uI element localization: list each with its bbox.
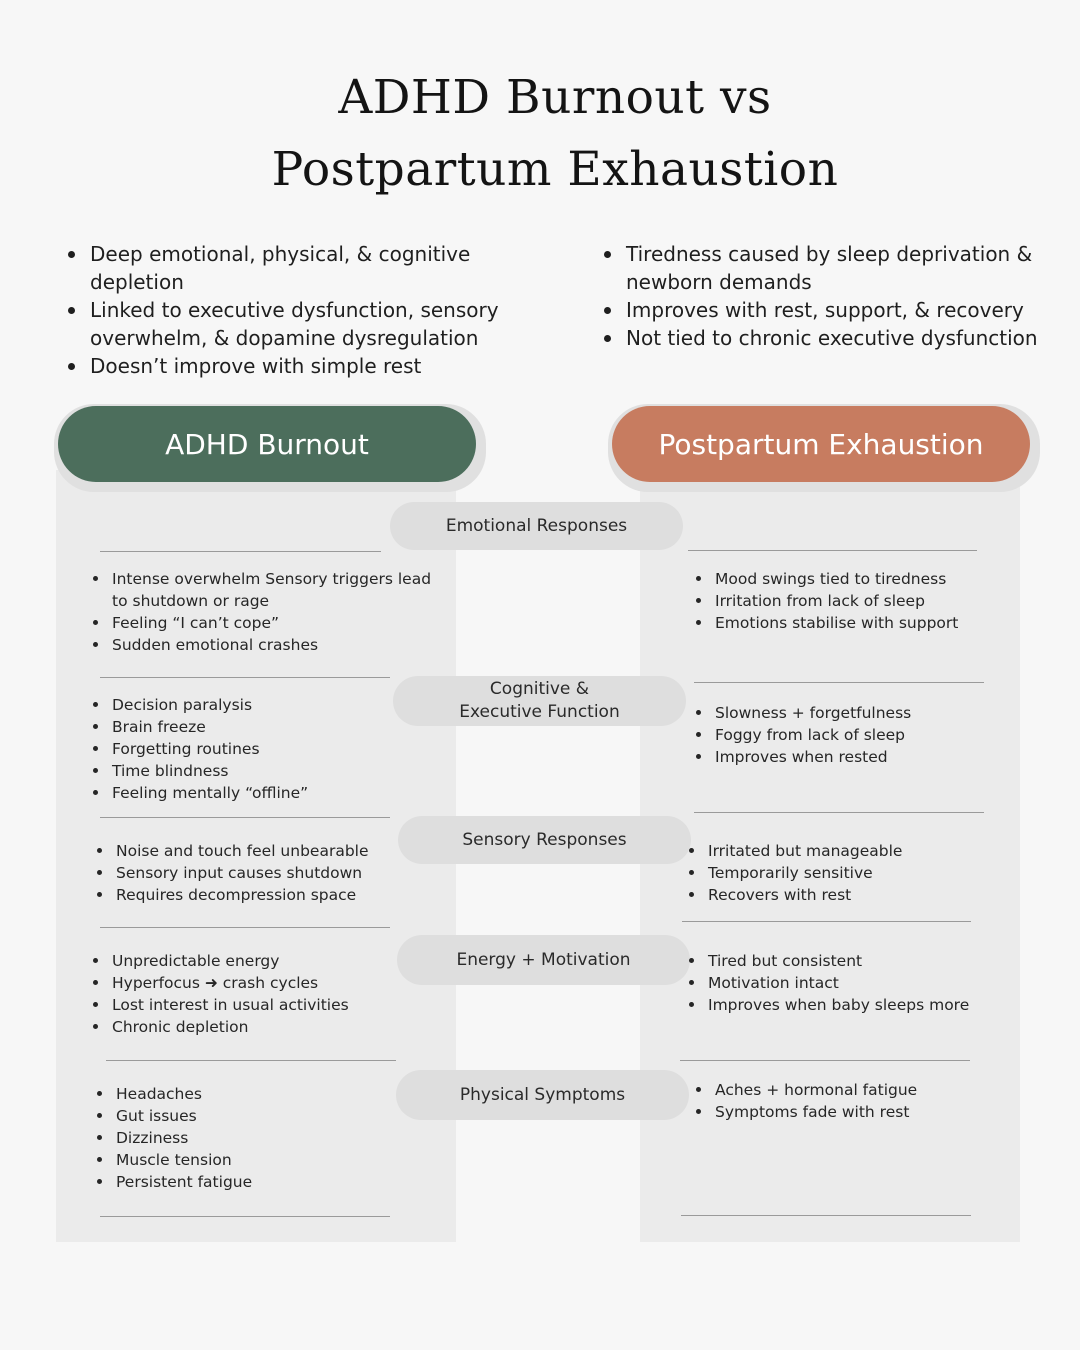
page-title-line-2: Postpartum Exhaustion bbox=[271, 142, 839, 197]
list-item: Headaches bbox=[97, 1083, 252, 1105]
list-item: Gut issues bbox=[97, 1105, 252, 1127]
list-item: Feeling mentally “offline” bbox=[93, 782, 308, 804]
list-item: Decision paralysis bbox=[93, 694, 308, 716]
list-item: Doesn’t improve with simple rest bbox=[68, 352, 528, 380]
list-item: Improves with rest, support, & recovery bbox=[604, 296, 1044, 324]
list-item: Hyperfocus ➜ crash cycles bbox=[93, 972, 349, 994]
list-item: Unpredictable energy bbox=[93, 950, 349, 972]
adhd-emotional-list bbox=[93, 568, 433, 656]
list-item: Sensory input causes shutdown bbox=[97, 862, 369, 884]
divider bbox=[694, 682, 984, 683]
list-item: Dizziness bbox=[97, 1127, 252, 1149]
divider bbox=[681, 1215, 971, 1216]
list-item: Lost interest in usual activities bbox=[93, 994, 349, 1016]
list-item: Deep emotional, physical, & cognitive depletion bbox=[68, 240, 528, 296]
list-item: Improves when baby sleeps more bbox=[689, 994, 969, 1016]
list-item: Slowness + forgetfulness bbox=[696, 702, 911, 724]
category-cognitive bbox=[393, 676, 686, 726]
list-item: Tired but consistent bbox=[689, 950, 969, 972]
category-energy bbox=[397, 935, 690, 985]
list-item: Linked to executive dysfunction, sensory overwhelm, & dopamine dysregulation bbox=[68, 296, 528, 352]
category-label: Sensory Responses bbox=[462, 829, 627, 850]
category-sensory bbox=[398, 816, 691, 864]
list-item: Irritation from lack of sleep bbox=[696, 590, 958, 612]
divider bbox=[100, 1216, 390, 1217]
list-item: Persistent fatigue bbox=[97, 1171, 252, 1193]
adhd-sensory-list bbox=[97, 840, 369, 906]
divider bbox=[680, 1060, 970, 1061]
divider bbox=[688, 550, 977, 551]
postpartum-energy-list bbox=[689, 950, 969, 1016]
postpartum-sensory-list bbox=[689, 840, 902, 906]
category-emotional bbox=[390, 502, 683, 550]
list-item: Recovers with rest bbox=[689, 884, 902, 906]
list-item: Time blindness bbox=[93, 760, 308, 782]
list-item: Motivation intact bbox=[689, 972, 969, 994]
list-item: Noise and touch feel unbearable bbox=[97, 840, 369, 862]
category-label bbox=[459, 678, 619, 724]
divider bbox=[106, 1060, 396, 1061]
postpartum-intro-list bbox=[604, 240, 1044, 352]
list-item: Improves when rested bbox=[696, 746, 911, 768]
list-item: Muscle tension bbox=[97, 1149, 252, 1171]
divider bbox=[682, 921, 971, 922]
list-item: Irritated but manageable bbox=[689, 840, 902, 862]
category-label-line-1: Cognitive & bbox=[489, 679, 590, 699]
adhd-header-pill: ADHD Burnout bbox=[58, 406, 476, 482]
category-label-line-2: Executive Function bbox=[459, 702, 620, 722]
list-item: Temporarily sensitive bbox=[689, 862, 902, 884]
adhd-cognitive-list bbox=[93, 694, 308, 804]
list-item: Requires decompression space bbox=[97, 884, 369, 906]
page-title-line-1: ADHD Burnout vs bbox=[338, 70, 772, 125]
list-item: Aches + hormonal fatigue bbox=[696, 1079, 917, 1101]
list-item: Mood swings tied to tiredness bbox=[696, 568, 958, 590]
adhd-energy-list bbox=[93, 950, 349, 1038]
list-item: Forgetting routines bbox=[93, 738, 308, 760]
category-label: Emotional Responses bbox=[445, 515, 628, 536]
list-item: Feeling “I can’t cope” bbox=[93, 612, 433, 634]
list-item: Symptoms fade with rest bbox=[696, 1101, 917, 1123]
divider bbox=[100, 677, 390, 678]
postpartum-emotional-list bbox=[696, 568, 958, 634]
divider bbox=[100, 551, 381, 552]
list-item: Tiredness caused by sleep deprivation & newborn demands bbox=[604, 240, 1044, 296]
list-item: Brain freeze bbox=[93, 716, 308, 738]
list-item: Emotions stabilise with support bbox=[696, 612, 958, 634]
adhd-intro-list bbox=[68, 240, 528, 380]
adhd-physical-list bbox=[97, 1083, 252, 1193]
list-item: Intense overwhelm Sensory triggers lead to shutdown or rage bbox=[93, 568, 433, 612]
divider bbox=[100, 927, 390, 928]
postpartum-physical-list bbox=[696, 1079, 917, 1123]
category-label: Energy + Motivation bbox=[456, 949, 631, 970]
postpartum-header-pill: Postpartum Exhaustion bbox=[612, 406, 1030, 482]
list-item: Sudden emotional crashes bbox=[93, 634, 433, 656]
list-item: Not tied to chronic executive dysfunction bbox=[604, 324, 1044, 352]
postpartum-cognitive-list bbox=[696, 702, 911, 768]
category-physical bbox=[396, 1070, 689, 1120]
list-item: Chronic depletion bbox=[93, 1016, 349, 1038]
divider bbox=[100, 817, 390, 818]
list-item: Foggy from lack of sleep bbox=[696, 724, 911, 746]
divider bbox=[694, 812, 984, 813]
category-label: Physical Symptoms bbox=[459, 1084, 626, 1105]
